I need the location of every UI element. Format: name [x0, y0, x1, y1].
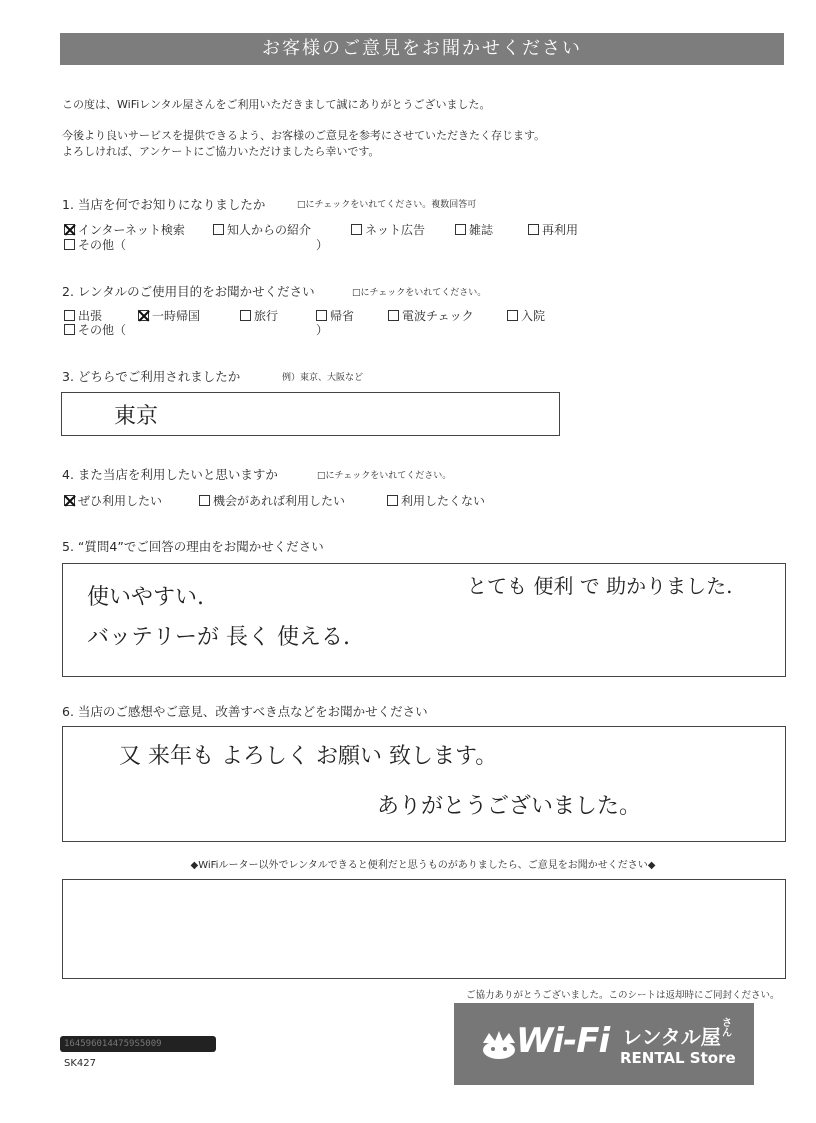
question-4-note: □にチェックをいれてください。 — [317, 471, 452, 481]
crown-mascot-icon — [480, 1031, 518, 1059]
checkbox-icon[interactable] — [388, 310, 399, 321]
q6-answer-line-1: 又 来年も よろしく お願い 致します。 — [119, 744, 498, 769]
q2-other-close: ） — [316, 323, 329, 337]
checkbox-icon[interactable] — [316, 310, 327, 321]
q2-option-travel[interactable]: 旅行 — [240, 307, 278, 324]
q2-option-temp-return[interactable]: 一時帰国 — [138, 307, 200, 324]
question-7-label: ◆WiFiルーター以外でレンタルできると便利だと思うものがありましたら、ご意見をお聞かせください◆ — [190, 860, 656, 871]
question-3-note: 例）東京、大阪など — [282, 373, 364, 383]
footer-thanks: ご協力ありがとうございました。このシートは返却時にご同封ください。 — [466, 990, 780, 1001]
question-6-label: 6. 当店のご感想やご意見、改善すべき点などをお聞かせください — [62, 704, 428, 719]
question-2-label: 2. レンタルのご使用目的をお聞かせください — [62, 284, 315, 299]
question-2-note: □にチェックをいれてください。 — [352, 288, 487, 298]
q2-option-hospital[interactable]: 入院 — [507, 307, 545, 324]
logo-jp: レンタル屋 — [622, 1025, 721, 1049]
checkbox-icon[interactable] — [240, 310, 251, 321]
q2-option-business-trip[interactable]: 出張 — [64, 307, 102, 324]
barcode: 1645960144759S5009 — [60, 1036, 216, 1052]
checkbox-icon[interactable] — [64, 495, 75, 506]
q6-answer-box[interactable] — [62, 726, 786, 842]
checkbox-icon[interactable] — [507, 310, 518, 321]
q4-option-definitely[interactable]: ぜひ利用したい — [64, 492, 162, 509]
checkbox-icon[interactable] — [64, 224, 75, 235]
checkbox-icon[interactable] — [455, 224, 466, 235]
q3-answer-box[interactable] — [61, 392, 560, 436]
q4-option-if-chance[interactable]: 機会があれば利用したい — [199, 492, 345, 509]
q1-option-net-ad[interactable]: ネット広告 — [351, 221, 425, 238]
intro-text-2: 今後より良いサービスを提供できるよう、お客様のご意見を参考にさせていただきたく存じます。 — [62, 129, 546, 142]
checkbox-icon[interactable] — [138, 310, 149, 321]
brand-logo — [454, 1003, 754, 1085]
checkbox-icon[interactable] — [351, 224, 362, 235]
q7-answer-box[interactable] — [62, 879, 786, 979]
q3-answer-text: 東京 — [114, 404, 159, 429]
logo-san: さん — [722, 1018, 732, 1039]
question-1-note: □にチェックをいれてください。複数回答可 — [297, 200, 477, 210]
logo-wifi: Wi-Fi — [516, 1021, 610, 1061]
q1-option-magazine[interactable]: 雑誌 — [455, 221, 493, 238]
form-code: SK427 — [64, 1058, 96, 1069]
question-3-label: 3. どちらでご利用されましたか — [62, 369, 241, 384]
q2-option-homecoming[interactable]: 帰省 — [316, 307, 354, 324]
q1-other-close: ） — [316, 238, 329, 252]
q5-answer-line-2: バッテリーが 長く 使える. — [87, 625, 350, 650]
q5-answer-line-1: 使いやすい. — [87, 585, 204, 610]
checkbox-icon[interactable] — [64, 324, 75, 335]
checkbox-icon[interactable] — [528, 224, 539, 235]
checkbox-icon[interactable] — [387, 495, 398, 506]
intro-text-1: この度は、WiFiレンタル屋さんをご利用いただきまして誠にありがとうございました。 — [62, 98, 491, 111]
question-5-label: 5. “質問4”でご回答の理由をお聞かせください — [62, 539, 324, 554]
checkbox-icon[interactable] — [199, 495, 210, 506]
q2-option-signal-check[interactable]: 電波チェック — [388, 307, 474, 324]
q1-option-internet-search[interactable]: インターネット検索 — [64, 221, 185, 238]
checkbox-icon[interactable] — [64, 239, 75, 250]
q1-option-reuse[interactable]: 再利用 — [528, 221, 578, 238]
question-1-label: 1. 当店を何でお知りになりましたか — [62, 197, 266, 212]
q5-answer-extra: とても 便利 で 助かりました. — [467, 574, 733, 598]
q5-answer-box[interactable] — [62, 563, 786, 677]
checkbox-icon[interactable] — [213, 224, 224, 235]
q1-option-other[interactable]: その他（ — [64, 236, 126, 253]
q6-answer-line-2: ありがとうございました。 — [377, 794, 642, 819]
page-title: お客様のご意見をお聞かせください — [60, 33, 784, 65]
question-4-label: 4. また当店を利用したいと思いますか — [62, 467, 278, 482]
intro-text-3: よろしければ、アンケートにご協力いただけましたら幸いです。 — [62, 145, 380, 158]
checkbox-icon[interactable] — [64, 310, 75, 321]
q1-option-referral[interactable]: 知人からの紹介 — [213, 221, 311, 238]
q4-option-no[interactable]: 利用したくない — [387, 492, 485, 509]
logo-en: RENTAL Store — [620, 1049, 736, 1067]
q2-option-other[interactable]: その他（ — [64, 321, 126, 338]
